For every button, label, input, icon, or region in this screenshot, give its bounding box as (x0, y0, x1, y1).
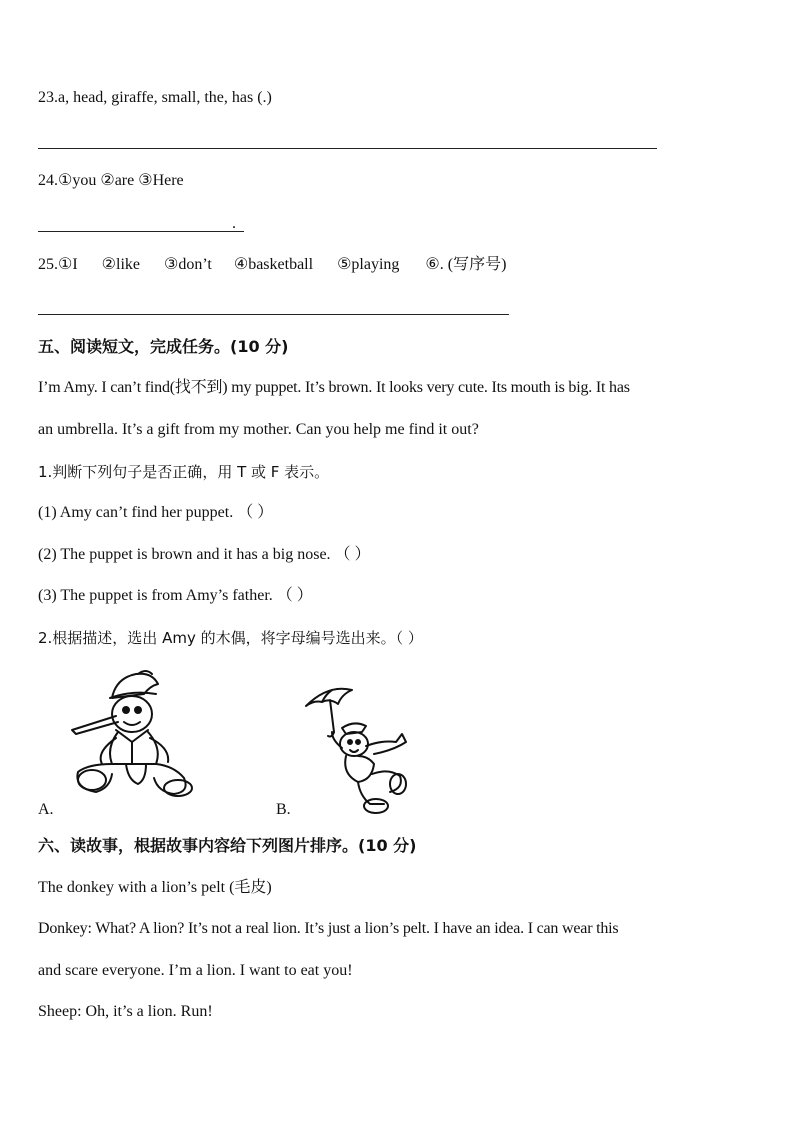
word-5: ⑤playing (337, 256, 400, 273)
tf-item-3: (3) The puppet is from Amy’s father. （ ） (38, 587, 313, 604)
passage-line-1: I’m Amy. I can’t find(找不到) my puppet. It’s brown. It looks very cute. Its mouth is big. It has (38, 379, 630, 396)
story-line-2: and scare everyone. I’m a lion. I want to eat you! (38, 962, 353, 979)
answer-line-24-period: . (232, 215, 236, 232)
word-1: ①I (58, 256, 78, 273)
answer-line-25[interactable] (38, 314, 509, 315)
task-2-instruction: 2.根据描述，选出 Amy 的木偶，将字母编号选出来。（ ） (38, 629, 423, 647)
story-title: The donkey with a lion’s pelt (毛皮) (38, 879, 272, 896)
passage-line-2: an umbrella. It’s a gift from my mother. Can you help me find it out? (38, 421, 479, 438)
puppet-b-image[interactable] (302, 684, 412, 816)
option-a-label: A. (38, 801, 54, 818)
word-3: ③don’t (164, 256, 212, 273)
word-2: ②like (101, 256, 141, 273)
answer-line-23[interactable] (38, 148, 657, 149)
option-b-label: B. (276, 801, 291, 818)
story-line-1: Donkey: What? A lion? It’s not a real lion. It’s just a lion’s pelt. I have an idea. I can wear this (38, 920, 619, 937)
question-25 (38, 255, 506, 275)
task-1-instruction: 1.判断下列句子是否正确，用 T 或 F 表示。 (38, 463, 330, 481)
story-line-3: Sheep: Oh, it’s a lion. Run! (38, 1003, 213, 1020)
answer-line-24[interactable] (38, 231, 244, 232)
puppet-a-image[interactable] (66, 668, 202, 800)
tf-item-1: (1) Amy can’t find her puppet. （ ） (38, 504, 274, 521)
word-6: ⑥. (写序号) (425, 256, 507, 273)
section-5-heading: 五、阅读短文，完成任务。(10 分) (38, 337, 289, 356)
tf-item-2: (2) The puppet is brown and it has a big nose. （ ） (38, 546, 371, 563)
question-24: 24.①you ②are ③Here (38, 172, 184, 189)
question-23: 23.a, head, giraffe, small, the, has (.) (38, 89, 272, 106)
word-4: ④basketball (233, 256, 314, 273)
section-6-heading: 六、读故事，根据故事内容给下列图片排序。(10 分) (38, 836, 417, 855)
question-25-number: 25. (38, 256, 58, 273)
